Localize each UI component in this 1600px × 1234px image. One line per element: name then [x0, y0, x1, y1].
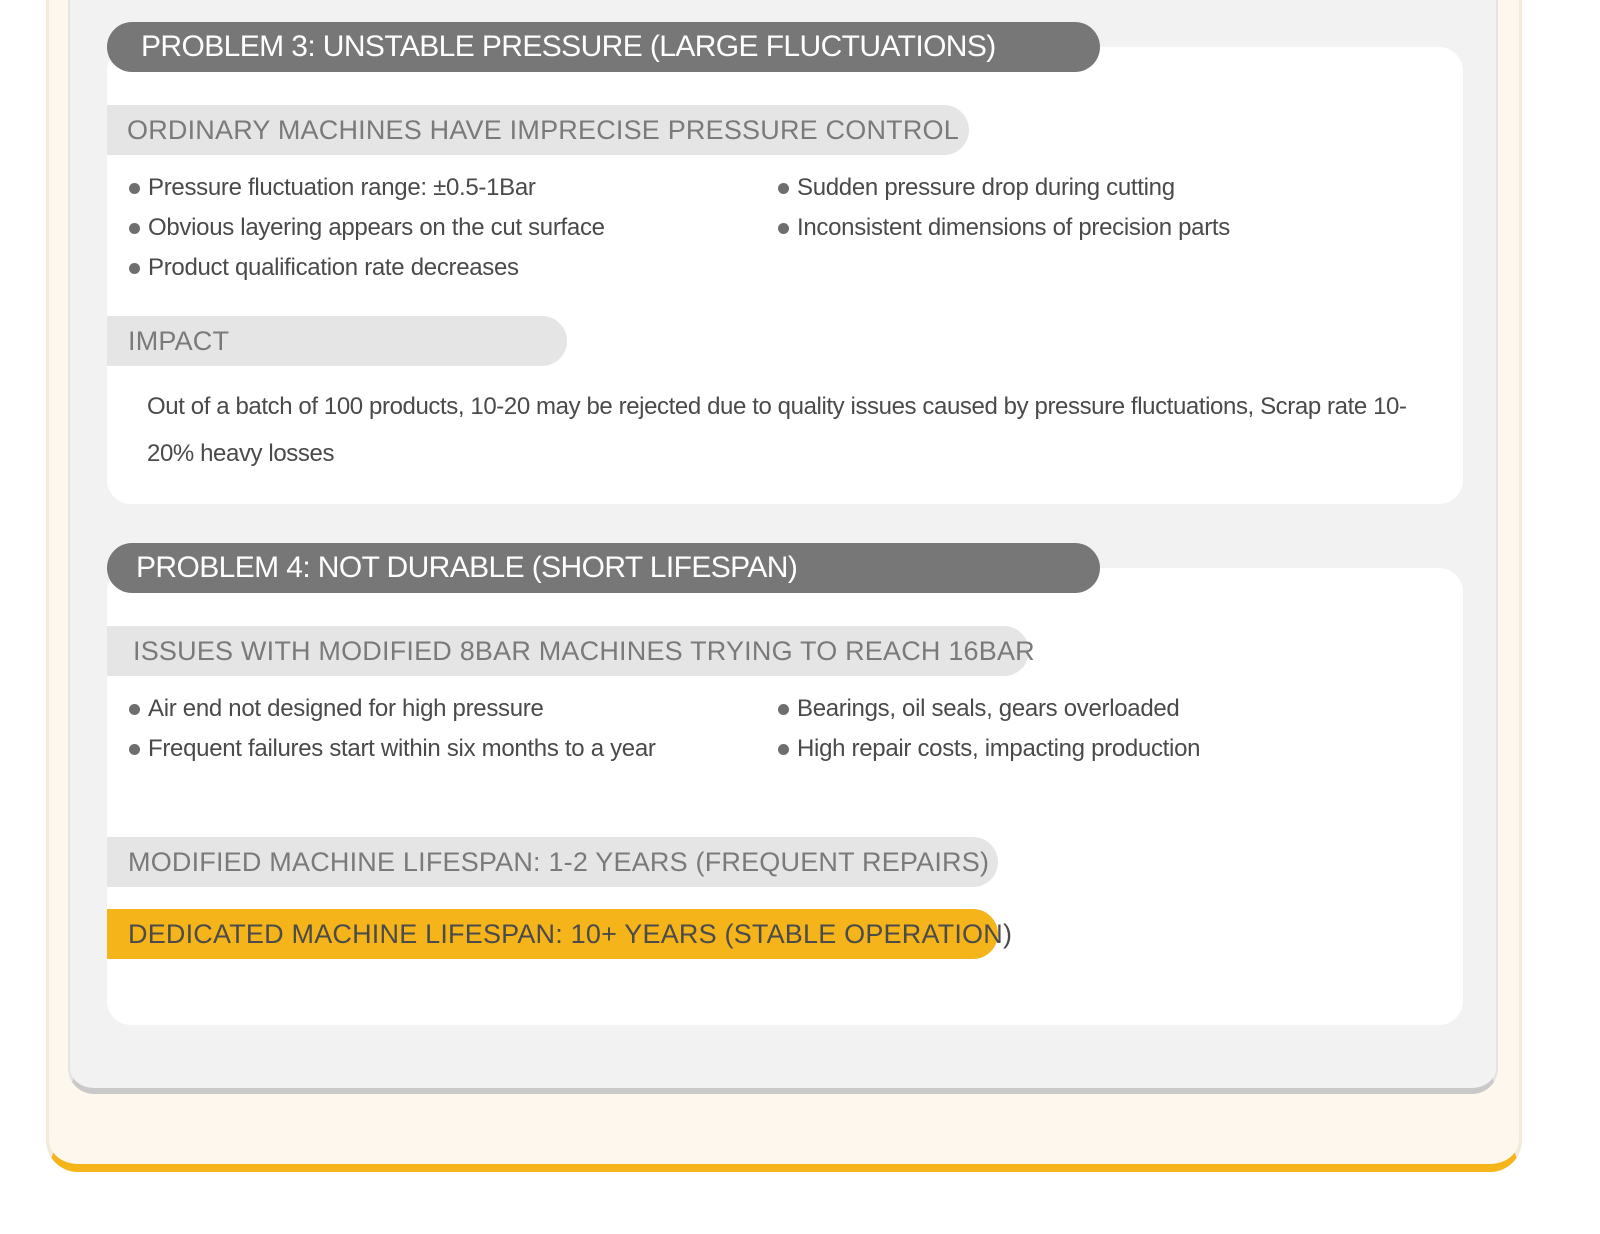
- list-item: [797, 213, 1230, 243]
- impact-text: Out of a batch of 100 products, 10-20 may be rejected due to quality issues caused by pressure fluctuations, Scrap rate 10-20% heavy losses: [147, 393, 1407, 467]
- list-item: [148, 253, 519, 283]
- problem-3-title: PROBLEM 3: UNSTABLE PRESSURE (LARGE FLUCTUATIONS): [107, 22, 1100, 72]
- list-item-text: Air end not designed for high pressure: [148, 695, 544, 722]
- impact-heading: IMPACT: [107, 316, 567, 366]
- list-item-text: Obvious layering appears on the cut surface: [148, 214, 605, 241]
- list-item: [148, 173, 536, 203]
- list-item-text: High repair costs, impacting production: [797, 735, 1201, 762]
- list-item: [148, 213, 605, 243]
- list-item: [148, 734, 656, 764]
- list-item: [797, 173, 1175, 203]
- list-item-text: Sudden pressure drop during cutting: [797, 174, 1175, 201]
- problem-4-title: PROBLEM 4: NOT DURABLE (SHORT LIFESPAN): [107, 543, 1100, 593]
- list-item-text: Pressure fluctuation range: ±0.5-1Bar: [148, 174, 536, 201]
- bullet-dot-icon: [778, 744, 789, 755]
- bullet-dot-icon: [129, 263, 140, 274]
- bullet-dot-icon: [778, 183, 789, 194]
- bullet-dot-icon: [129, 183, 140, 194]
- list-item-text: Frequent failures start within six months to a year: [148, 735, 656, 762]
- ordinary-machines-heading: ORDINARY MACHINES HAVE IMPRECISE PRESSURE CONTROL: [107, 105, 969, 155]
- list-item-text: Bearings, oil seals, gears overloaded: [797, 695, 1180, 722]
- bullet-dot-icon: [778, 704, 789, 715]
- bullet-dot-icon: [129, 704, 140, 715]
- list-item: [148, 694, 544, 724]
- list-item-text: Inconsistent dimensions of precision parts: [797, 214, 1230, 241]
- list-item: [797, 734, 1200, 764]
- bullet-dot-icon: [129, 223, 140, 234]
- bullet-dot-icon: [778, 223, 789, 234]
- bullet-dot-icon: [129, 744, 140, 755]
- list-item-text: Product qualification rate decreases: [148, 254, 519, 281]
- issues-heading: ISSUES WITH MODIFIED 8BAR MACHINES TRYING TO REACH 16BAR: [107, 626, 1029, 676]
- modified-lifespan-label: MODIFIED MACHINE LIFESPAN: 1-2 YEARS (FREQUENT REPAIRS): [107, 837, 998, 887]
- dedicated-lifespan-label: DEDICATED MACHINE LIFESPAN: 10+ YEARS (STABLE OPERATION): [107, 909, 998, 959]
- list-item: [797, 694, 1179, 724]
